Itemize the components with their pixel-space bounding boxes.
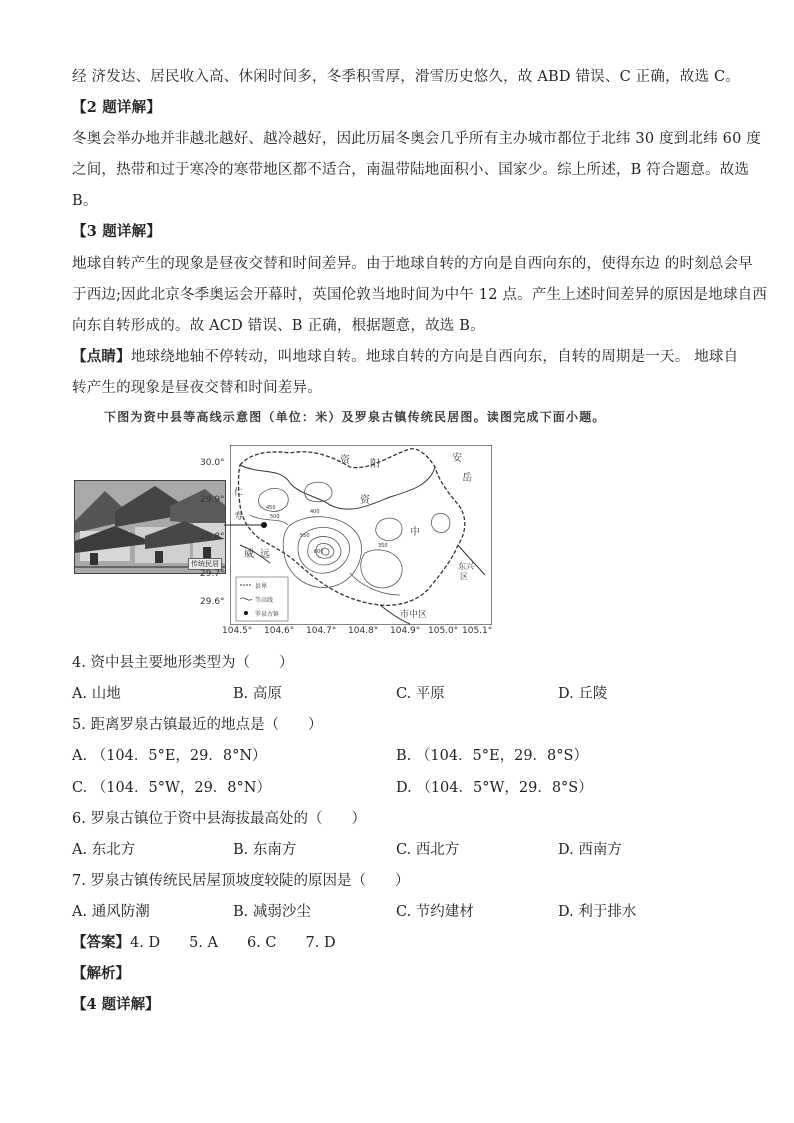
leader-line (224, 515, 264, 527)
contour-map (230, 445, 492, 625)
question-4-option-b[interactable]: B. 高原 (233, 686, 282, 702)
figure-intro: 下图为资中县等高线示意图（单位：米）及罗泉古镇传统民居图。读图完成下面小题。 (104, 410, 606, 424)
map-label-renshou-2: 寿 (234, 512, 244, 522)
question-7-option-c[interactable]: C. 节约建材 (396, 904, 474, 920)
question-4-option-d[interactable]: D. 丘陵 (558, 686, 608, 702)
lon-tick-5: 104.9° (390, 626, 421, 636)
contour-label-550: 550 (300, 533, 310, 539)
legend-town: 罗泉古镇 (255, 611, 280, 618)
question-7-stem: 7. 罗泉古镇传统民居屋顶坡度较陡的原因是（ ） (72, 873, 410, 889)
paragraph-tip-line2: 转产生的现象是昼夜交替和时间差异。 (72, 380, 322, 396)
question-4-stem: 4. 资中县主要地形类型为（ ） (72, 655, 294, 671)
paragraph-q2-line1: 冬奥会举办地并非越北越好、越冷越好，因此历届冬奥会几乎所有主办城市都位于北纬 30 度到北纬 60 度 (72, 131, 762, 147)
lat-tick-1: 30.0° (200, 458, 225, 468)
tip-text: 地球绕地轴不停转动，叫地球自转。地球自转的方向是自西向东，自转的周期是一天。 地球自 (130, 349, 739, 365)
heading-q2-detail: 【2 题详解】 (72, 99, 162, 116)
map-label-shizhong: 市中区 (400, 610, 428, 620)
lon-tick-4: 104.8° (348, 626, 379, 636)
map-label-ziyang-2: 阳 (370, 459, 380, 470)
question-7-option-b[interactable]: B. 减弱沙尘 (233, 904, 311, 920)
map-label-zizhong-1: 资 (360, 495, 370, 506)
question-6-option-a[interactable]: A. 东北方 (72, 842, 136, 858)
map-label-weiyuan-1: 威 (244, 549, 254, 560)
paragraph-q2-line2: 之间，热带和过于寒冷的寒带地区都不适合，南温带陆地面积小、国家少。综上所述，B 符合题意。故选 (72, 162, 750, 178)
lon-tick-3: 104.7° (306, 626, 337, 636)
analysis-heading: 【解析】 (72, 965, 130, 982)
question-6-option-d[interactable]: D. 西南方 (558, 842, 622, 858)
map-label-dongxing-1: 东兴 (458, 562, 474, 571)
legend-contour: 等高线 (255, 597, 274, 604)
contour-label-350: 350 (378, 543, 388, 549)
question-7-option-a[interactable]: A. 通风防潮 (72, 904, 150, 920)
map-label-dongxing-2: 区 (460, 572, 468, 581)
paragraph-q3-line3: 向东自转形成的。故 ACD 错误、B 正确，根据题意，故选 B。 (72, 318, 485, 334)
lat-tick-5: 29.6° (200, 597, 225, 607)
question-6-option-b[interactable]: B. 东南方 (233, 842, 297, 858)
question-6-stem: 6. 罗泉古镇位于资中县海拔最高处的（ ） (72, 811, 366, 827)
paragraph-q3-line1: 地球自转产生的现象是昼夜交替和时间差异。由于地球自转的方向是自西向东的，使得东边 的时刻总会早 (72, 256, 754, 272)
paragraph-tip-line1 (72, 343, 739, 371)
lon-tick-2: 104.6° (264, 626, 295, 636)
question-4-option-a[interactable]: A. 山地 (72, 686, 121, 702)
map-label-anyue-1: 安 (452, 453, 462, 464)
lat-tick-3: 29.8° (200, 532, 225, 542)
answer-label: 【答案】 (72, 934, 130, 951)
map-label-anyue-2: 岳 (462, 473, 472, 484)
paragraph-q3-line2: 于西边;因此北京冬季奥运会开幕时，英国伦敦当地时间为中午 12 点。产生上述时间差异的原因是地球自西 (72, 287, 768, 303)
contour-label-600: 600 (314, 549, 324, 555)
question-6-option-c[interactable]: C. 西北方 (396, 842, 460, 858)
question-5-option-b[interactable]: B. （104．5°E，29．8°S） (396, 748, 588, 764)
contour-label-400: 400 (310, 509, 320, 515)
heading-q4-detail: 【4 题详解】 (72, 996, 160, 1013)
lon-tick-1: 104.5° (222, 626, 253, 636)
map-label-zizhong-2: 中 (410, 527, 420, 538)
map-label-weiyuan-2: 远 (260, 549, 270, 560)
contour-label-450: 450 (266, 505, 276, 511)
paragraph-continuation: 经 济发达、居民收入高、休闲时间多，冬季积雪厚，滑雪历史悠久，故 ABD 错误、C 正确，故选 C。 (72, 69, 740, 85)
lat-tick-4: 29.7° (200, 569, 225, 579)
question-5-option-c[interactable]: C. （104．5°W，29．8°N） (72, 780, 271, 796)
answer-text: 4. D 5. A 6. C 7. D (130, 935, 336, 951)
answer-line (72, 931, 336, 952)
question-5-option-a[interactable]: A. （104．5°E，29．8°N） (72, 748, 267, 764)
question-4-option-c[interactable]: C. 平原 (396, 686, 445, 702)
photo-label: 传统民居 (188, 558, 222, 570)
map-label-renshou-1: 仁 (234, 488, 244, 498)
paragraph-q2-line3: B。 (72, 193, 98, 209)
figure (72, 445, 492, 640)
legend-boundary: 县界 (255, 583, 268, 590)
lat-tick-2: 29.9° (200, 495, 225, 505)
contour-label-500: 500 (270, 514, 280, 520)
heading-q3-detail: 【3 题详解】 (72, 223, 162, 240)
question-7-option-d[interactable]: D. 利于排水 (558, 904, 637, 920)
lon-tick-6: 105.0° (428, 626, 459, 636)
question-5-option-d[interactable]: D. （104．5°W，29．8°S） (396, 780, 593, 796)
lon-tick-7: 105.1° (462, 626, 493, 636)
map-label-ziyang-1: 资 (340, 455, 350, 466)
question-5-stem: 5. 距离罗泉古镇最近的地点是（ ） (72, 717, 323, 733)
tip-label: 【点睛】 (72, 348, 131, 365)
